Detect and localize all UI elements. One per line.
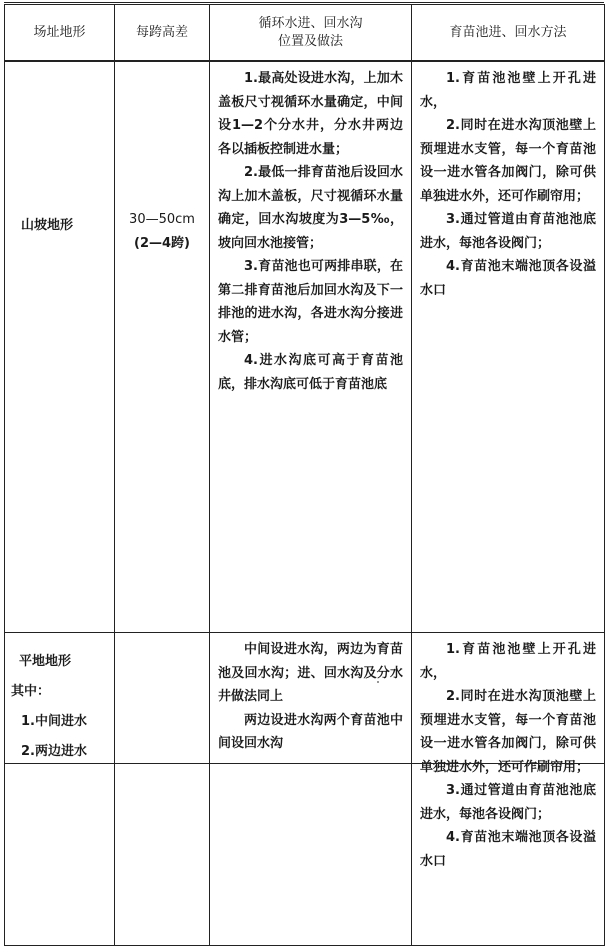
site-cell [5, 61, 115, 633]
height-span: (2—4跨) [134, 236, 190, 251]
circulation-cell [210, 633, 412, 946]
method-item: 4.育苗池末端池顶各设溢水口 [420, 830, 596, 869]
top-rule [4, 2, 604, 3]
circulation-item: 1.最高处设进水沟，上加木盖板尺寸视循环水量确定，中间设1—2个分水井，分水井两边各以插板控制进水量； [218, 71, 403, 157]
method-cell [412, 61, 605, 633]
table-row [5, 633, 605, 946]
site-label: 平地地形 [19, 654, 72, 669]
circulation-cell [210, 61, 412, 633]
height-cell [115, 61, 210, 633]
site-cell [5, 633, 115, 946]
circulation-item: 2.最低一排育苗池后设回水沟上加木盖板，尺寸视循环水量确定，回水沟坡度为3—5‰，坡向回水池接管； [218, 165, 403, 251]
method-item: 3.通过管道由育苗池池底进水，每池各设阀门； [420, 212, 596, 251]
site-sublabel: 其中： [11, 684, 51, 699]
circulation-item: 3.育苗池也可两排串联，在第二排育苗池后加回水沟及下一排池的进水沟，各进水沟分接进水管； [218, 259, 403, 345]
method-cell [412, 633, 605, 946]
header-row [5, 5, 605, 62]
bottom-rule [4, 763, 604, 764]
site-option: 2.两边进水 [21, 744, 87, 759]
method-item: 2.同时在进水沟顶池壁上预埋进水支管，每一个育苗池设一进水管各加阀门，除可供单独进水外，还可作刷帘用； [420, 118, 596, 204]
circulation-item: 中间设进水沟，两边为育苗池及回水沟；进、回水沟及分水井做法同上 [218, 642, 403, 704]
header-method: 育苗池进、回水方法 [412, 5, 605, 62]
site-option: 1.中间进水 [21, 714, 87, 729]
height-cell [115, 633, 210, 946]
method-item: 3.通过管道由育苗池池底进水，每池各设阀门； [420, 783, 596, 822]
method-item: 2.同时在进水沟顶池壁上预埋进水支管，每一个育苗池设一进水管各加阀门，除可供单独进水外，还可作刷帘用； [420, 689, 596, 775]
header-site: 场址地形 [5, 5, 115, 62]
site-label: 山坡地形 [21, 218, 74, 233]
circulation-item: 两边设进水沟两个育苗池中间设回水沟 [218, 712, 403, 751]
method-item: 1.育苗池池壁上开孔进水， [420, 71, 596, 110]
header-height: 每跨高差 [115, 5, 210, 62]
table-row [5, 61, 605, 633]
method-item: 1.育苗池池壁上开孔进水， [420, 642, 596, 681]
header-circulation: 循环水进、回水沟 位置及做法 [210, 5, 412, 62]
scan-speck [377, 681, 379, 683]
circulation-item: 4.进水沟底可高于育苗池底，排水沟底可低于育苗池底 [218, 353, 403, 392]
method-item: 4.育苗池末端池顶各设溢水口 [420, 259, 596, 298]
height-value: 30—50cm [129, 212, 195, 227]
nursery-pond-water-table [4, 4, 605, 946]
